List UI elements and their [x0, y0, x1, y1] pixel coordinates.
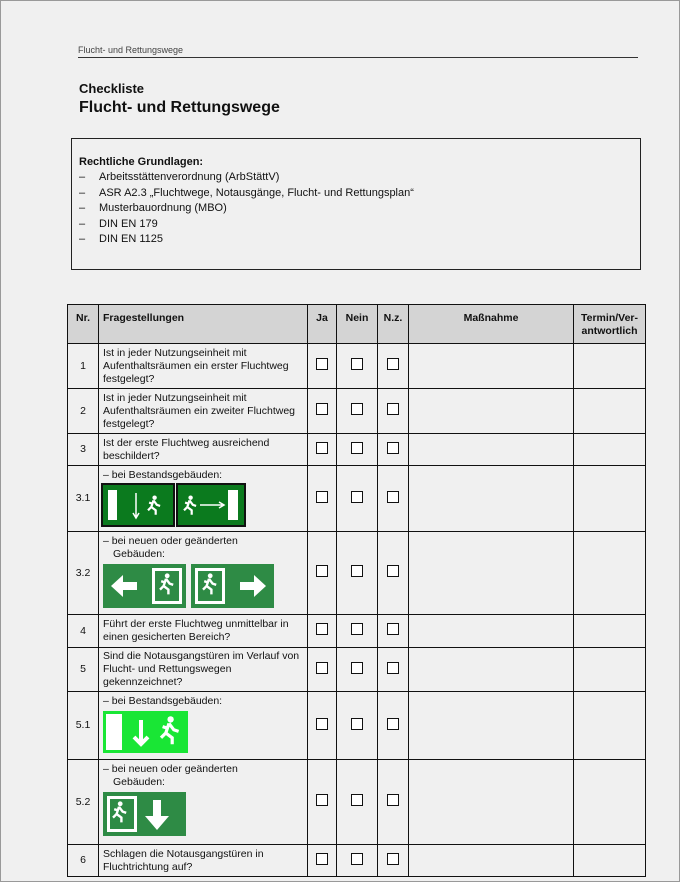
yes-cell — [308, 532, 337, 615]
exit-sign-down-old-bright-icon — [103, 711, 188, 757]
deadline-cell[interactable] — [574, 615, 646, 648]
header-yes: Ja — [308, 305, 337, 344]
question-cell — [99, 760, 308, 845]
not-applicable-cell — [378, 532, 409, 615]
yes-cell — [308, 845, 337, 877]
table-row — [68, 344, 646, 389]
no-checkbox[interactable] — [351, 565, 363, 577]
yes-cell — [308, 692, 337, 760]
deadline-cell[interactable] — [574, 344, 646, 389]
legal-item — [79, 201, 640, 217]
dash: – — [79, 186, 86, 199]
legal-item — [79, 186, 640, 202]
table-row — [68, 434, 646, 466]
legal-item — [79, 170, 640, 186]
row-number: 6 — [68, 845, 99, 877]
yes-checkbox[interactable] — [316, 794, 328, 806]
no-checkbox[interactable] — [351, 403, 363, 415]
table-row — [68, 692, 646, 760]
question-text: – bei neuen oder geänderten — [103, 763, 238, 775]
legal-item-text: Arbeitsstättenverordnung (ArbStättV) — [99, 171, 280, 183]
question-text-cont: Gebäuden: — [113, 776, 165, 788]
exit-sign-left-arrow-iso-icon — [103, 564, 186, 612]
not-applicable-checkbox[interactable] — [387, 662, 399, 674]
question-cell — [99, 389, 308, 434]
exit-sign-down-arrow-old-icon — [103, 485, 173, 529]
dash: – — [79, 202, 86, 214]
table-row — [68, 532, 646, 615]
row-number: 2 — [68, 389, 99, 434]
dash: – — [79, 217, 86, 230]
row-number: 4 — [68, 615, 99, 648]
legal-item-text: ASR A2.3 „Fluchtwege, Notausgänge, Flucht- und Rettungsplan“ — [99, 186, 414, 199]
legal-item — [79, 232, 640, 248]
legal-item-text: Musterbauordnung (MBO) — [99, 202, 227, 214]
running-header: Flucht- und Rettungswege — [78, 45, 638, 58]
not-applicable-checkbox[interactable] — [387, 442, 399, 454]
exit-sign-down-iso-icon — [103, 792, 186, 840]
measure-cell[interactable] — [409, 648, 574, 692]
no-cell — [337, 760, 378, 845]
exit-sign-right-arrow-iso-icon — [191, 564, 274, 612]
deadline-cell[interactable] — [574, 845, 646, 877]
yes-checkbox[interactable] — [316, 853, 328, 865]
question-cell — [99, 466, 308, 532]
measure-cell[interactable] — [409, 344, 574, 389]
yes-checkbox[interactable] — [316, 403, 328, 415]
measure-cell[interactable] — [409, 692, 574, 760]
yes-checkbox[interactable] — [316, 491, 328, 503]
no-checkbox[interactable] — [351, 794, 363, 806]
question-cell — [99, 344, 308, 389]
row-number: 5 — [68, 648, 99, 692]
checklist-table — [67, 304, 646, 877]
question-cell — [99, 648, 308, 692]
no-checkbox[interactable] — [351, 491, 363, 503]
deadline-cell[interactable] — [574, 389, 646, 434]
not-applicable-checkbox[interactable] — [387, 403, 399, 415]
header-not-applicable: N.z. — [378, 305, 409, 344]
question-text: Ist in jeder Nutzungseinheit mit Aufenthaltsräumen ein zweiter Fluchtweg festgelegt? — [103, 391, 296, 430]
table-row — [68, 389, 646, 434]
yes-checkbox[interactable] — [316, 358, 328, 370]
not-applicable-cell — [378, 692, 409, 760]
no-checkbox[interactable] — [351, 623, 363, 635]
yes-checkbox[interactable] — [316, 662, 328, 674]
no-cell — [337, 389, 378, 434]
not-applicable-cell — [378, 760, 409, 845]
dash: – — [79, 171, 86, 183]
legal-item-text: DIN EN 1125 — [99, 233, 163, 245]
question-text: – bei neuen oder geänderten — [103, 535, 238, 547]
yes-cell — [308, 760, 337, 845]
table-row — [68, 760, 646, 845]
no-cell — [337, 532, 378, 615]
table-row — [68, 615, 646, 648]
row-number: 3 — [68, 434, 99, 466]
header-question: Fragestellungen — [99, 305, 308, 344]
no-cell — [337, 434, 378, 466]
no-cell — [337, 344, 378, 389]
not-applicable-checkbox[interactable] — [387, 623, 399, 635]
question-cell — [99, 692, 308, 760]
row-number: 3.2 — [68, 532, 99, 615]
question-cell — [99, 434, 308, 466]
no-checkbox[interactable] — [351, 442, 363, 454]
not-applicable-checkbox[interactable] — [387, 491, 399, 503]
deadline-cell[interactable] — [574, 648, 646, 692]
no-checkbox[interactable] — [351, 718, 363, 730]
no-cell — [337, 648, 378, 692]
question-cell — [99, 615, 308, 648]
deadline-cell[interactable] — [574, 532, 646, 615]
yes-cell — [308, 389, 337, 434]
measure-cell[interactable] — [409, 434, 574, 466]
no-checkbox[interactable] — [351, 853, 363, 865]
question-text: Ist in jeder Nutzungseinheit mit Aufenthaltsräumen ein erster Fluchtweg festgelegt? — [103, 346, 289, 385]
row-number: 5.2 — [68, 760, 99, 845]
question-cell — [99, 532, 308, 615]
header-measure: Maßnahme — [409, 305, 574, 344]
table-row — [68, 845, 646, 877]
measure-cell[interactable] — [409, 615, 574, 648]
yes-cell — [308, 648, 337, 692]
not-applicable-cell — [378, 344, 409, 389]
no-cell — [337, 692, 378, 760]
no-checkbox[interactable] — [351, 662, 363, 674]
yes-cell — [308, 434, 337, 466]
row-number: 3.1 — [68, 466, 99, 532]
deadline-cell[interactable] — [574, 434, 646, 466]
yes-checkbox[interactable] — [316, 718, 328, 730]
not-applicable-checkbox[interactable] — [387, 853, 399, 865]
header-no: Nein — [337, 305, 378, 344]
question-cell — [99, 845, 308, 877]
not-applicable-cell — [378, 648, 409, 692]
legal-heading: Rechtliche Grundlagen: — [79, 156, 204, 168]
question-text-cont: Gebäuden: — [113, 548, 165, 560]
measure-cell[interactable] — [409, 760, 574, 845]
measure-cell[interactable] — [409, 845, 574, 877]
not-applicable-checkbox[interactable] — [387, 358, 399, 370]
not-applicable-cell — [378, 466, 409, 532]
not-applicable-checkbox[interactable] — [387, 565, 399, 577]
legal-item — [79, 217, 640, 233]
not-applicable-cell — [378, 389, 409, 434]
dash: – — [79, 233, 86, 245]
yes-checkbox[interactable] — [316, 565, 328, 577]
no-cell — [337, 845, 378, 877]
question-text: – bei Bestandsgebäuden: — [103, 469, 223, 481]
measure-cell[interactable] — [409, 389, 574, 434]
deadline-cell[interactable] — [574, 692, 646, 760]
legal-basis-box — [71, 138, 641, 270]
doc-title: Flucht- und Rettungswege — [79, 99, 280, 116]
legal-item-text: DIN EN 179 — [99, 217, 158, 230]
yes-cell — [308, 466, 337, 532]
measure-cell[interactable] — [409, 466, 574, 532]
no-cell — [337, 615, 378, 648]
doc-subtitle: Checkliste — [79, 81, 145, 96]
no-checkbox[interactable] — [351, 358, 363, 370]
question-text: Sind die Notausgangstüren im Verlauf von Flucht- und Rettungswegen gekennzeichnet? — [103, 650, 300, 688]
not-applicable-cell — [378, 615, 409, 648]
row-number: 5.1 — [68, 692, 99, 760]
table-row — [68, 648, 646, 692]
no-cell — [337, 466, 378, 532]
yes-checkbox[interactable] — [316, 442, 328, 454]
not-applicable-checkbox[interactable] — [387, 794, 399, 806]
not-applicable-cell — [378, 845, 409, 877]
header-deadline-responsible: Termin/Ver-antwortlich — [574, 305, 646, 344]
question-text: – bei Bestandsgebäuden: — [103, 695, 223, 707]
not-applicable-cell — [378, 434, 409, 466]
question-text: Ist der erste Fluchtweg ausreichend beschildert? — [103, 436, 270, 462]
exit-sign-right-arrow-old-icon — [178, 485, 244, 529]
not-applicable-checkbox[interactable] — [387, 718, 399, 730]
row-number: 1 — [68, 344, 99, 389]
deadline-cell[interactable] — [574, 760, 646, 845]
yes-checkbox[interactable] — [316, 623, 328, 635]
question-text: Schlagen die Notausgangstüren in Fluchtrichtung auf? — [103, 847, 264, 873]
measure-cell[interactable] — [409, 532, 574, 615]
yes-cell — [308, 615, 337, 648]
question-text: Führt der erste Fluchtweg unmittelbar in einen gesicherten Bereich? — [103, 618, 289, 643]
deadline-cell[interactable] — [574, 466, 646, 532]
yes-cell — [308, 344, 337, 389]
table-row — [68, 466, 646, 532]
header-nr: Nr. — [68, 305, 99, 344]
